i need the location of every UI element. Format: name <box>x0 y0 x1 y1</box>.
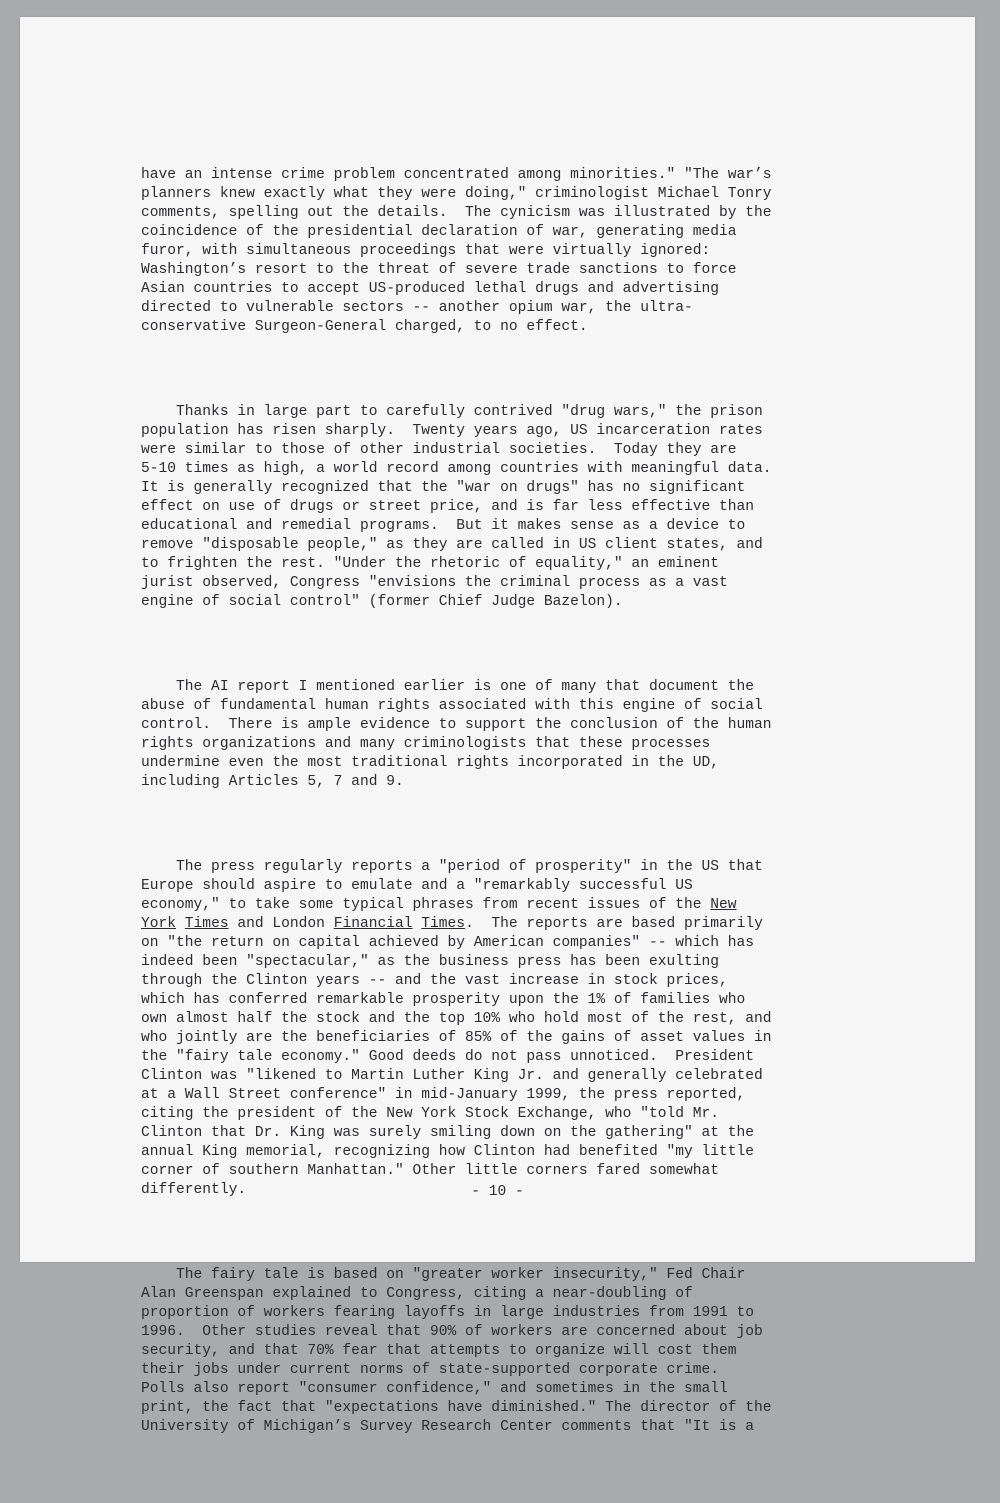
underlined-title: New <box>710 897 737 913</box>
document-page <box>20 17 975 1435</box>
paragraph-4: The press regularly reports a "period of prosperity" in the US that Europe should aspire to emulate and a "remarkably successful US economy," to take some typical phrases from recent issues of the New York Times and London Financial Times. The reports are based primarily on "the return on capital achieved by American companies" -- which has indeed been "spectacular," as the business press has been exulting through the Clinton years -- and the vast increase in stock prices, which has conferred remarkable prosperity upon the 1% of families who own almost half the stock and the top 10% who hold most of the rest, and who jointly are the beneficiaries of 85% of the gains of asset values in the "fairy tale economy." Good deeds do not pass unnoticed. President Clinton was "likened to Martin Luther King Jr. and generally celebrated at a Wall Street conference" in mid-January 1999, the press reported, citing the president of the New York Stock Exchange, who "told Mr. Clinton that Dr. King was surely smiling down on the gathering" at the annual King memorial, recognizing how Clinton had benefited "my little corner of southern Manhattan." Other little corners fared somewhat differently. <box>141 859 772 1198</box>
underlined-title: Times <box>184 916 229 932</box>
paragraph-1: have an intense crime problem concentrated among minorities." "The war’s planners knew exactly what they were doing," criminologist Michael Tonry comments, spelling out the details. The cynicism was illustrated by the coincidence of the presidential declaration of war, generating media furor, with simultaneous proceedings that were virtually ignored: Washington’s resort to the threat of severe trade sanctions to force Asian countries to accept US-produced lethal drugs and advertising directed to vulnerable sectors -- another opium war, the ultra- conservative Surgeon-General charged, to no effect. <box>141 167 772 335</box>
underlined-title: Times <box>421 916 466 932</box>
body-text <box>141 109 841 1503</box>
page-number: - 10 - <box>471 1184 524 1200</box>
paragraph-5: The fairy tale is based on "greater worker insecurity," Fed Chair Alan Greenspan explained to Congress, citing a near-doubling of proportion of workers fearing layoffs in large industries from 1991 to 1996. Other studies reveal that 90% of workers are concerned about job security, and that 70% fear that attempts to organize will cost them their jobs under current norms of state-supported corporate crime. Polls also report "consumer confidence," and sometimes in the small print, the fact that "expectations have diminished." The director of the University of Michigan’s Survey Research Center comments that "It is a <box>141 1267 772 1435</box>
underlined-title: York <box>141 916 177 932</box>
paragraph-2: Thanks in large part to carefully contrived "drug wars," the prison population has risen sharply. Twenty years ago, US incarceration rates were similar to those of other industrial societies. Today they are 5-10 times as high, a world record among countries with meaningful data. It is generally recognized that the "war on drugs" has no significant effect on use of drugs or street price, and is far less effective than educational and remedial programs. But it makes sense as a device to remove "disposable people," as they are called in US client states, and to frighten the rest. "Under the rhetoric of equality," an eminent jurist observed, Congress "envisions the criminal process as a vast engine of social control" (former Chief Judge Bazelon). <box>141 404 772 610</box>
paragraph-3: The AI report I mentioned earlier is one of many that document the abuse of fundamental human rights associated with this engine of social control. There is ample evidence to support the conclusion of the human rights organizations and many criminologists that these processes undermine even the most traditional rights incorporated in the UD, including Articles 5, 7 and 9. <box>141 679 772 790</box>
underlined-title: Financial <box>333 916 413 932</box>
